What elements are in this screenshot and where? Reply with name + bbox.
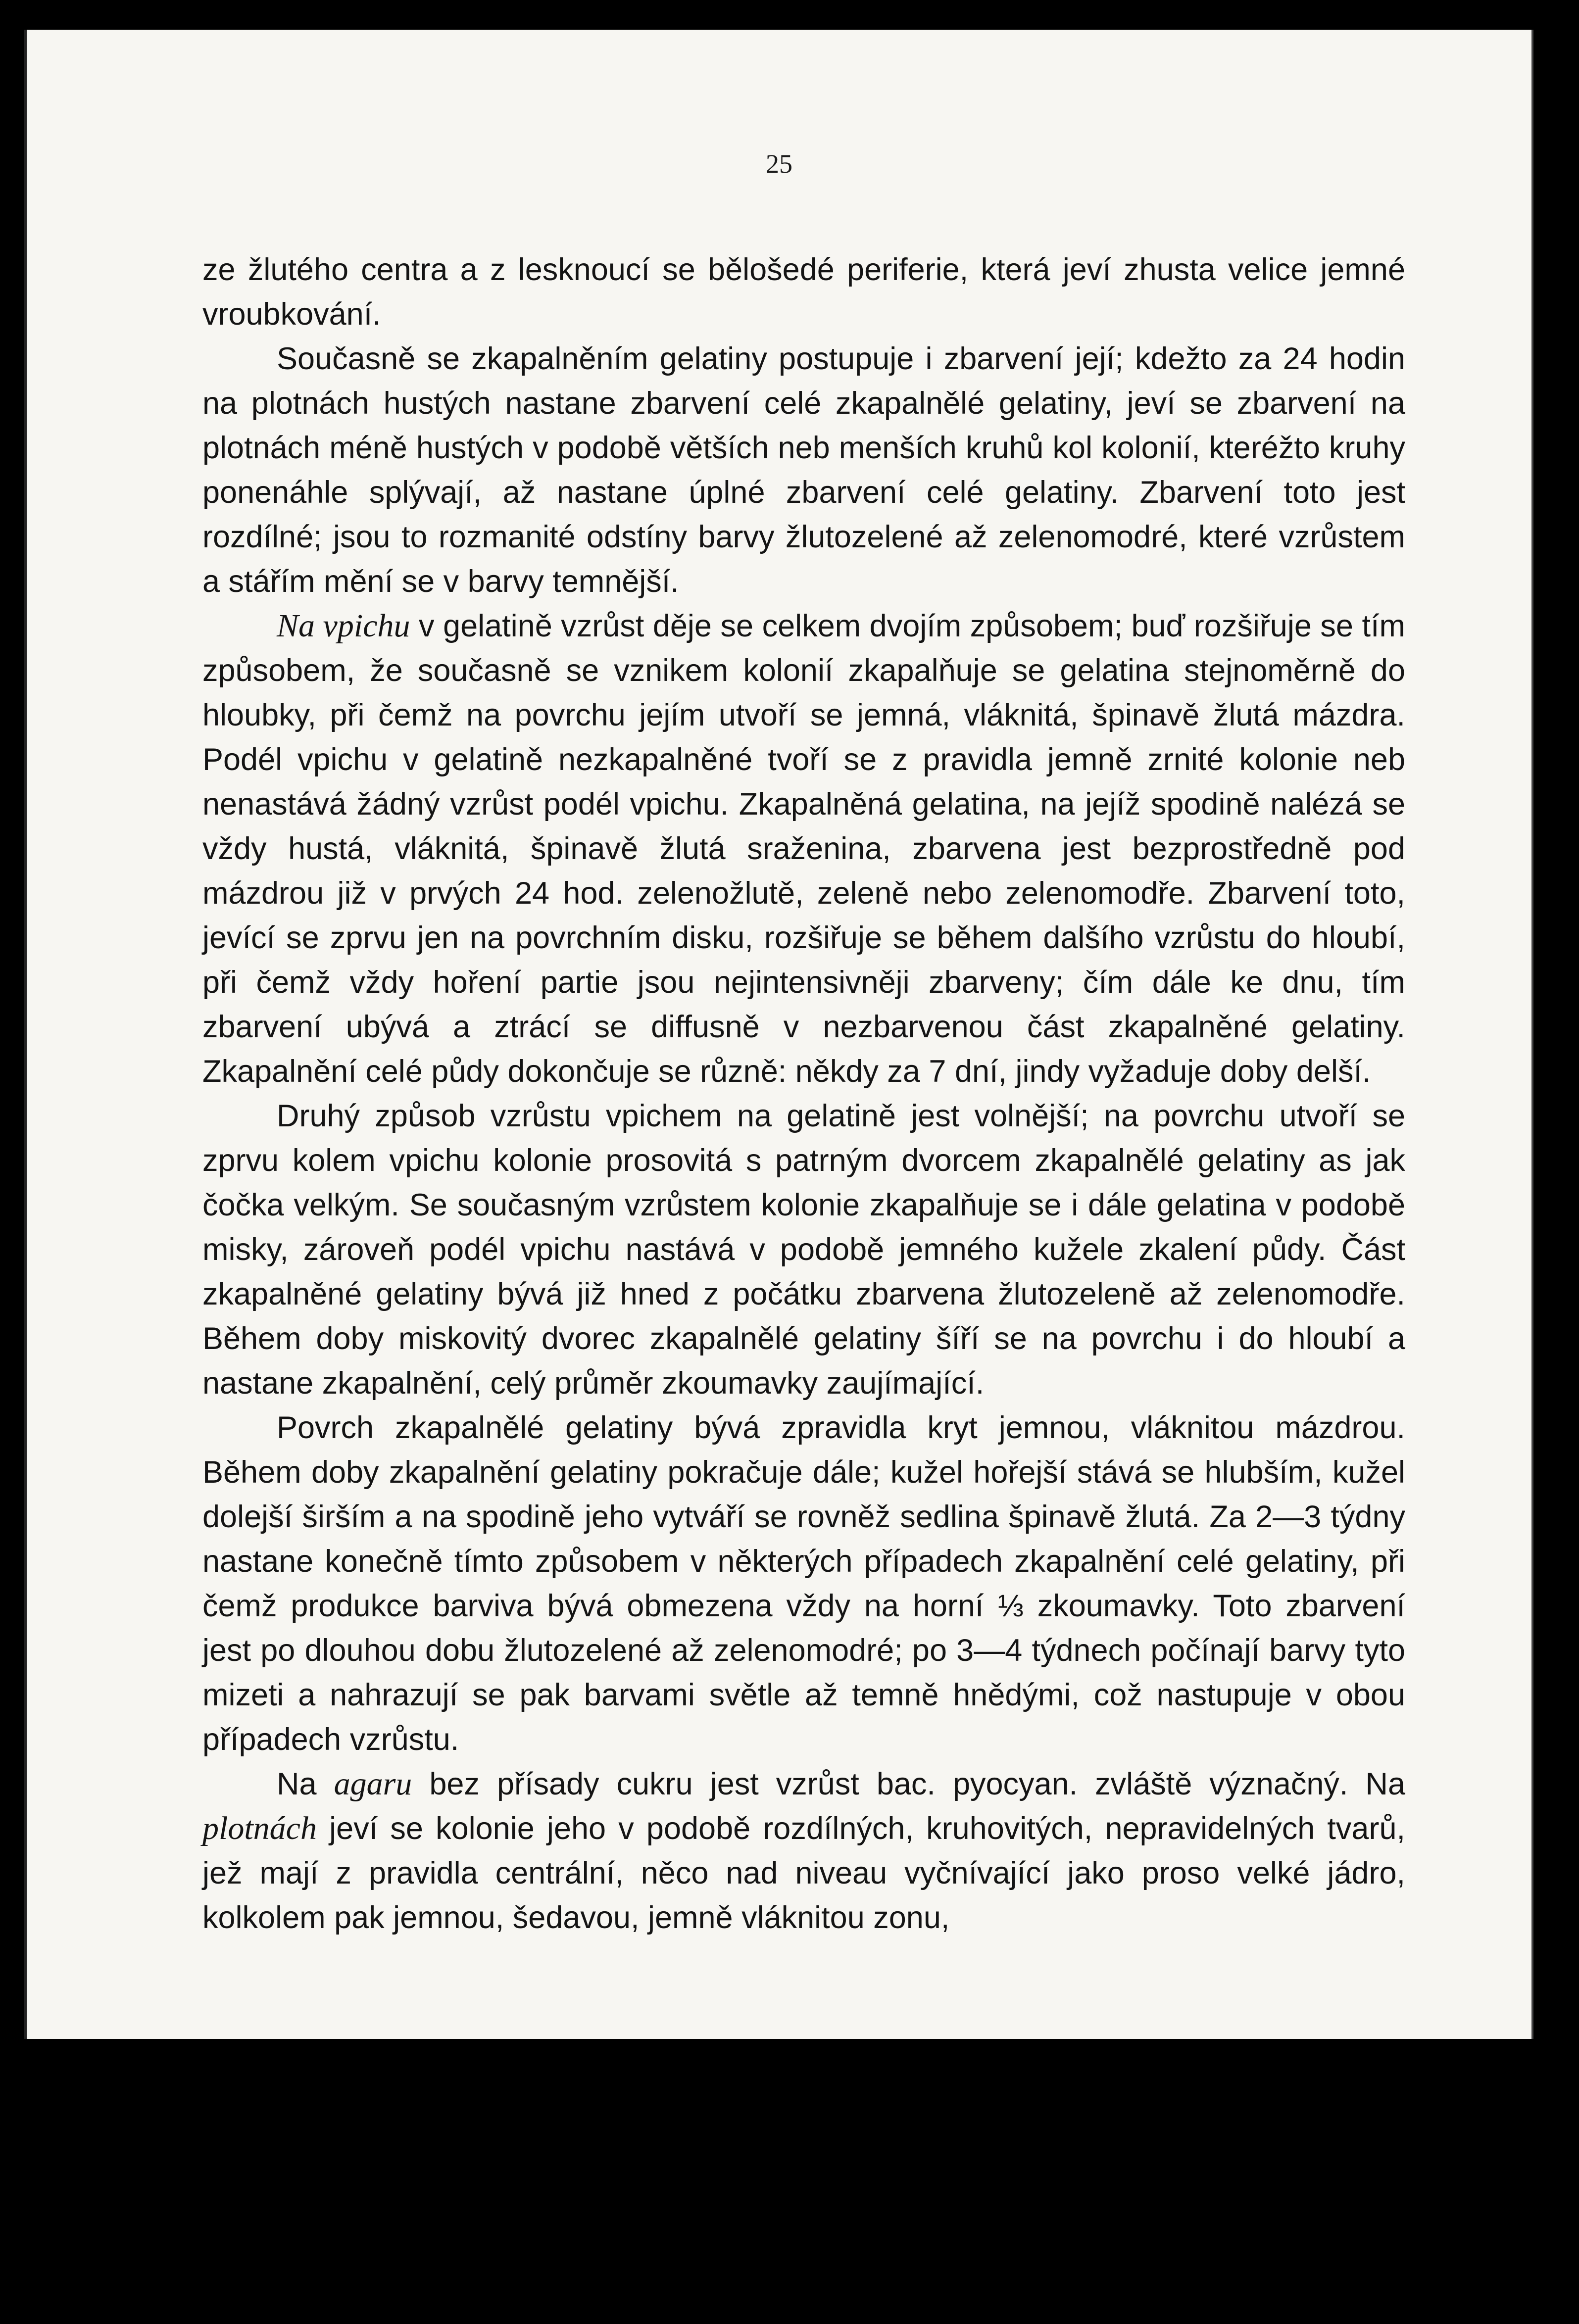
paragraph [202,337,1405,604]
paragraph-text: bez přísady cukru jest vzrůst bac. pyocyan. zvláště význačný. Na [412,1767,1405,1801]
paragraph-text: Druhý způsob vzrůstu vpichem na gelatině jest volnější; na povrchu utvoří se zprvu kolem vpichu kolonie prosovitá s patrným dvorcem zkapalnělé gelatiny as jak čočka velkým. Se současným vzrůstem kolonie zkapalňuje se i dále gelatina v podobě misky, zároveň podél vpichu nastává v podobě jemného kužele zkalení půdy. Část zkapalněné gelatiny bývá již hned z počátku zbarvena žlutozeleně až zelenomodře. Během doby miskovitý dvorec zkapalnělé gelatiny šíří se na povrchu i do hloubí a nastane zkapalnění, celý průměr zkoumavky zaujímající. [202,1099,1405,1401]
paragraph-text: Na [277,1767,334,1801]
paragraph-text: ze žlutého centra a z lesknoucí se bělošedé periferie, která jeví zhusta velice jemné vroubkování. [202,252,1405,332]
paragraph [202,604,1405,1094]
paragraph [202,1762,1405,1940]
italic-term: Na vpichu [277,608,410,644]
page-number: 25 [766,149,792,179]
paragraph-text: Povrch zkapalnělé gelatiny bývá zpravidla kryt jemnou, vláknitou mázdrou. Během doby zkapalnění gelatiny pokračuje dále; kužel hořejší stává se hlubším, kužel dolejší širším a na spodině jeho vytváří se rovněž sedlina špinavě žlutá. Za 2—3 týdny nastane konečně tímto způsobem v některých případech zkapalnění celé gelatiny, při čemž produkce barviva bývá obmezena vždy na horní ⅓ zkoumavky. Toto zbarvení jest po dlouhou dobu žlutozelené až zelenomodré; po 3—4 týdnech počínají barvy tyto mizeti a nahrazují se pak barvami světle až temně hnědými, což nastupuje v obou případech vzrůstu. [202,1410,1405,1757]
paragraph-text: jeví se kolonie jeho v podobě rozdílných, kruhovitých, nepravidelných tvarů, jež mají z pravidla centrální, něco nad niveau vyčnívající jako proso velké jádro, kolkolem pak jemnou, šedavou, jemně vláknitou zonu, [202,1811,1405,1935]
scan-bottom-margin [0,2039,1579,2324]
book-page [24,30,1533,2039]
paragraph-text: v gelatině vzrůst děje se celkem dvojím způsobem; buď rozšiřuje se tím způsobem, že současně se vznikem kolonií zkapalňuje se gelatina stejnoměrně do hloubky, při čemž na povrchu jejím utvoří se jemná, vláknitá, špinavě žlutá mázdra. Podél vpichu v gelatině nezkapalněné tvoří se z pravidla jemně zrnité kolonie neb nenastává žádný vzrůst podél vpichu. Zkapalněná gelatina, na jejíž spodině nalézá se vždy hustá, vláknitá, špinavě žlutá sraženina, zbarvena jest bezprostředně pod mázdrou již v prvých 24 hod. zelenožlutě, zeleně nebo zelenomodře. Zbarvení toto, jevící se zprvu jen na povrchním disku, rozšiřuje se během dalšího vzrůstu do hloubí, při čemž vždy hoření partie jsou nejintensivněji zbarveny; čím dále ke dnu, tím zbarvení ubývá a ztrácí se diffusně v nezbarvenou část zkapalněné gelatiny. Zkapalnění celé půdy dokončuje se různě: někdy za 7 dní, jindy vyžaduje doby delší. [202,609,1405,1089]
paragraph [202,1405,1405,1762]
paragraph [202,247,1405,337]
italic-term: plotnách [202,1810,317,1846]
italic-term: agaru [334,1766,412,1802]
paragraph [202,1094,1405,1405]
paragraph-text: Současně se zkapalněním gelatiny postupuje i zbarvení její; kdežto za 24 hodin na plotnách hustých nastane zbarvení celé zkapalnělé gelatiny, jeví se zbarvení na plotnách méně hustých v podobě větších neb menších kruhů kol kolonií, kteréžto kruhy ponenáhle splývají, až nastane úplné zbarvení celé gelatiny. Zbarvení toto jest rozdílné; jsou to rozmanité odstíny barvy žlutozelené až zelenomodré, které vzrůstem a stářím mění se v barvy temnější. [202,341,1405,599]
body-text [202,247,1405,1940]
